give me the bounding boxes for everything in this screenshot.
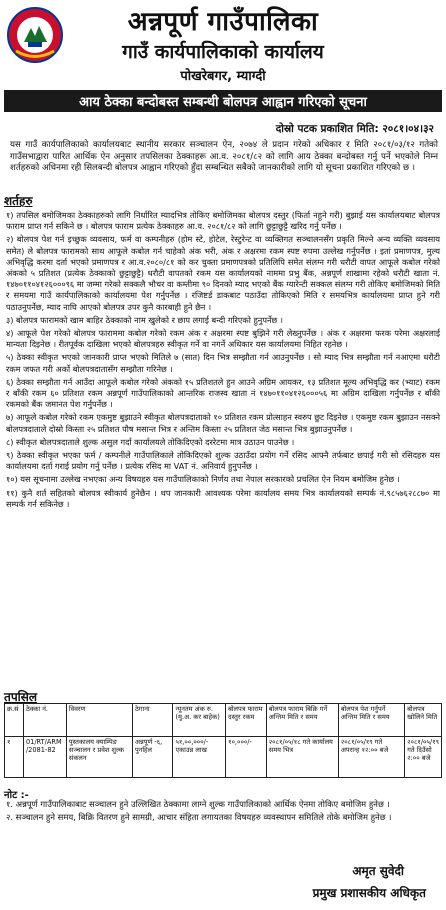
signatory-title: प्रमुख प्रशासकीय अधिकृत (312, 886, 426, 900)
conditions-heading: शर्तहरु (4, 194, 33, 208)
office-name: गाउँ कार्यपालिकाको कार्यालय (122, 41, 324, 63)
table-cell: 01/RT/ARM /2081-82 (23, 737, 66, 778)
column-header: विवरण (66, 704, 132, 737)
letterhead (0, 0, 446, 86)
column-header: बोलपत्र फाराम बिक्रि गर्ने अन्तिम मिति र समय (266, 704, 338, 737)
condition-item: ९) ठेक्का स्वीकृत भएका फर्म / कम्पनीले गाउँपालिकाले तोकिदिएको शुल्क उठाउँदा प्रयोग गर्ने रसिद आफ्नै तर्फबाट छपाई गरी सो रसिदहरु यस कार्यालयमा दर्ता गराई प्रयोग गर्नु पर्नेछ । प्रत्येक रसिद मा VAT नं. अनिवार्य हुनुपर्नेछ । (6, 450, 440, 472)
column-header: बोलपत्र पेश गर्नुपर्ने अन्तिम मिति र समय (338, 704, 404, 737)
condition-item: २) बोलपत्र पेश गर्न इच्छुक व्यवसाय, फर्म वा कम्पनीहरु (होम स्टे, होटेल, रेस्टुरेन्ट वा व्यक्तिगत सञ्चालनसँग प्रकृति मिल्ने अन्य व्यक्ति व्यवसाय समेत) ले बोलपत्र फारामको साथ आफूले कबोल गर्न चाहेको अंक भरी, अंक र अक्षरमा रकम स्पष्ट रुपमा उल्लेख गर्नुपर्नेछ । इतां प्रमाणपत्र, मुल्य अभिवृद्धि करमा दर्ता भएको प्रमाणपत्र र आ.व.२०८०/८१ को कर चुक्ता प्रमाणपत्रको प्रतिलिपि समेत संलग्न गरी धरौटी वापत आफूले कबोल गरेको अंकको ५ प्रतिशत (प्रत्येक ठेक्काको छुट्टाछुट्टै) धरौटी वापतको रकम यस कार्यालयको नाममा प्रभु बैंक, अन्नपूर्ण शाखामा रहेको धरौटी खाता नं. १४७०११०४१२६०००९६ मा जम्मा गरेको सक्कलै भौचर वा कम्तीमा ९० दिनको म्याद भएको बैंक ग्यारेन्टी सक्कल संलग्न गरी तोकिए बमोजिमको मिति र समयमा गाउँ कार्यपालिकाको कार्यालयमा पेश गर्नुपर्नेछ । रजिष्टर्ड डाकबाट पठाउँदा तोकिएको मिति र समयभित्र कार्यालयमा प्राप्त हुने गरी पठाउनुपर्नेछ, म्याद नाघि आएको बोलपत्र उपर कुनै कारबाही हुने छैन । (6, 234, 440, 312)
column-header: क्र.सं (5, 704, 24, 737)
table-cell: २०८१/०५/१८ गते कार्यालय समय भित्र (266, 737, 338, 778)
office-location: पोखरेबगर, म्याग्दी (180, 69, 266, 84)
notes-list (6, 799, 440, 826)
notice-title: आय ठेक्का बन्दोबस्त सम्बन्धी बोलपत्र आह्वान गरिएको सूचना (4, 90, 442, 112)
municipality-name: अन्नपूर्ण गाउँपालिका (127, 7, 319, 37)
schedule-table (4, 703, 442, 778)
note-heading: नोट :- (4, 790, 29, 801)
conditions-list (6, 210, 440, 512)
table-cell: पुस्तकालय क्याम्पिङ सञ्चालन र प्रवेश शुल्क संकलन (66, 737, 132, 778)
column-header: न्यूनतम अंक रु. (मु.अ. कर बाहेक) (173, 704, 226, 737)
signatory-name: अमृत सुवेदी (352, 864, 404, 878)
condition-item: ४) आफूले पेश गरेको बोलपत्र फाराममा कबोल गरेको रकम अंक र अक्षरमा स्पष्ट बुझिने गरी लेख्नुपर्नेछ । अंक र अक्षरमा फरक परेमा अक्षरलाई मान्यता दिइनेछ । रीतपूर्वक दाखिला भएको बोलपत्रहरु स्वीकृत गर्ने वा नगर्ने अधिकार यस कार्यालयमा निहित रहनेछ । (6, 328, 440, 350)
condition-item: ८) स्वीकृत बोलपत्रदाताले शुल्क असुल गर्दा कार्यालयले तोकिदिएको दररेटमा मात्र उठाउन पाउनेछ । (6, 436, 295, 447)
intro-paragraph: यस गाउँ कार्यपालिकाको कार्यालयबाट स्थानीय सरकार सञ्चालन ऐन, २०७४ ले प्रदान गरेको अधिकार र मिति २०८१/०३/१२ गतेको गाउँसभाद्वारा पारित आर्थिक ऐन अनुसार तपसिलका ठेक्काहरू आ.व. २०८१/८२ को लागि आय ठेक्का बन्दोबस्त गर्नु पर्ने भएकोले निम्न शर्तहरुको अधिनमा रही सिलबन्दी बोलपत्र आह्वान गरिएको हुँदा सम्बन्धित सबैको जानकारीको लागि यो सूचना प्रकाशित गरिएको छ । (10, 140, 438, 174)
table-cell: १०,०००/- (226, 737, 267, 778)
condition-item: १) तपसिल बमोजिमका ठेक्काहरुको लागि निर्धारित म्यादभित्र तोकिए बमोजिमका बोलपत्र दस्तुर (फिर्ता नहुने गरी) बुझाई यस कार्यालयबाट बोलपत्र फाराम प्राप्त गर्न सकिने छ । बोलपत्र फाराम प्रत्येक ठेक्काहरु आ.व. २०८१/८२ को लागि छुट्टाछुट्टै खरिद गर्नु पर्नेछ । (6, 210, 440, 232)
table-row (5, 737, 442, 778)
table-cell: २०८१/०५/१९ गते दिउँसो २:०० बजे (405, 737, 442, 778)
table-cell: ५१,००,०००/- एकाउन्न लाख (173, 737, 226, 778)
table-cell: १ (5, 737, 24, 778)
table-cell: २०८१/०५/१९ गते अपरान्ह १२:०० बजे (338, 737, 404, 778)
note-item: २. सञ्चालन हुने समय, बिक्रि वितरण हुने सामग्री, आचार संहिता लगायतका विषयहरु व्यवस्थापन समितिले तोके बमोजिम हुनेछ । (6, 812, 392, 823)
publish-date: दोस्रो पटक प्रकाशित मिति: २०८१।०४।३२ (275, 123, 434, 135)
condition-item: १०) यस सूचनामा उल्लेख नभएका अन्य विषयहरु यस गाउँपालिकाको निर्णय तथा नेपाल सरकारको प्रचलित ऐन नियम बमोजिम हुनेछ । (6, 474, 400, 485)
table-header-row (5, 704, 442, 737)
column-header: ठेगाना (132, 704, 173, 737)
condition-item: ७) आफूले कबोल गरेको रकम एकमुष्ट बुझाउने स्वीकृत बोलपत्रदाताको १० प्रतिशत रकम प्रोत्साहन स्वरुप छुट दिइनेछ । एकमुष्ट रकम बुझाउन नसक्ने बोलपत्रदाताले दोस्रो किस्ता २५ प्रतिशत पौष मसान्त भित्र र अन्तिम किस्ता २५ प्रतिशत जेठ मसान्त भित्र बुझाउनुपर्नेछ । (6, 412, 440, 434)
column-header: ठेक्का नं. (23, 704, 66, 737)
column-header: बोलपत्र खोलिने मिति (405, 704, 442, 737)
column-header: बोलपत्र फाराम दस्तुर रकम (226, 704, 267, 737)
condition-item: ३) बोलपत्र फारामको खाम बाहिर ठेक्काको नाम खुलेको र छाप लगाई बन्दी गरिएको हुनुपर्नेछ । (6, 314, 283, 325)
note-item: १. अन्नपूर्ण गाउँपालिकाबाट सञ्चालन हुने उल्लिखित ठेक्कामा लाग्ने शुल्क गाउँपालिकाको आर्थिक ऐनमा तोकिए बमोजिम हुनेछ । (6, 799, 390, 809)
schedule-heading: तपसिल (4, 690, 38, 704)
condition-item: ५) ठेक्का स्वीकृत भएको जानकारी प्राप्त भएको मितिले ७ (सात) दिन भित्र सम्झौता गर्न आउनुपर्नेछ । सो म्याद भित्र सम्झौता गर्न नआएमा धरौटी रकम जफत गरी अर्को बोलपत्रदातासँग सम्झौता गरिनेछ । (6, 352, 440, 374)
condition-item: ११) कुनै शर्त सहितको बोलपत्र स्वीकार्य हुनेछैन । थप जानकारी आवश्यक परेमा कार्यालय समय भित्र कार्यालयको सम्पर्क नं.९८५७६२८८७० मा सम्पर्क गर्न सकिनेछ । (6, 487, 440, 509)
table-cell: अन्नपूर्ण -६, पुनहिल (132, 737, 173, 778)
condition-item: ६) ठेक्का सम्झौता गर्न आउँदा आफूले कबोल गरेको अंकको १५ प्रतिशतले हुन आउने अग्रिम आयकर, १३ प्रतिशत मूल्य अभिवृद्धि कर (भ्याट) रकम र बाँकी रकम ६० प्रतिशत रकम अन्नपूर्ण गाउँपालिकाको आन्तरिक राजस्व खाता नं १४७०११०४१२६०००५६ मा अग्रिम दाखिला गर्नुपर्नेछ र बाँकी रकमको बैंक जमानत पेश गर्नुपर्नेछ । (6, 376, 440, 410)
